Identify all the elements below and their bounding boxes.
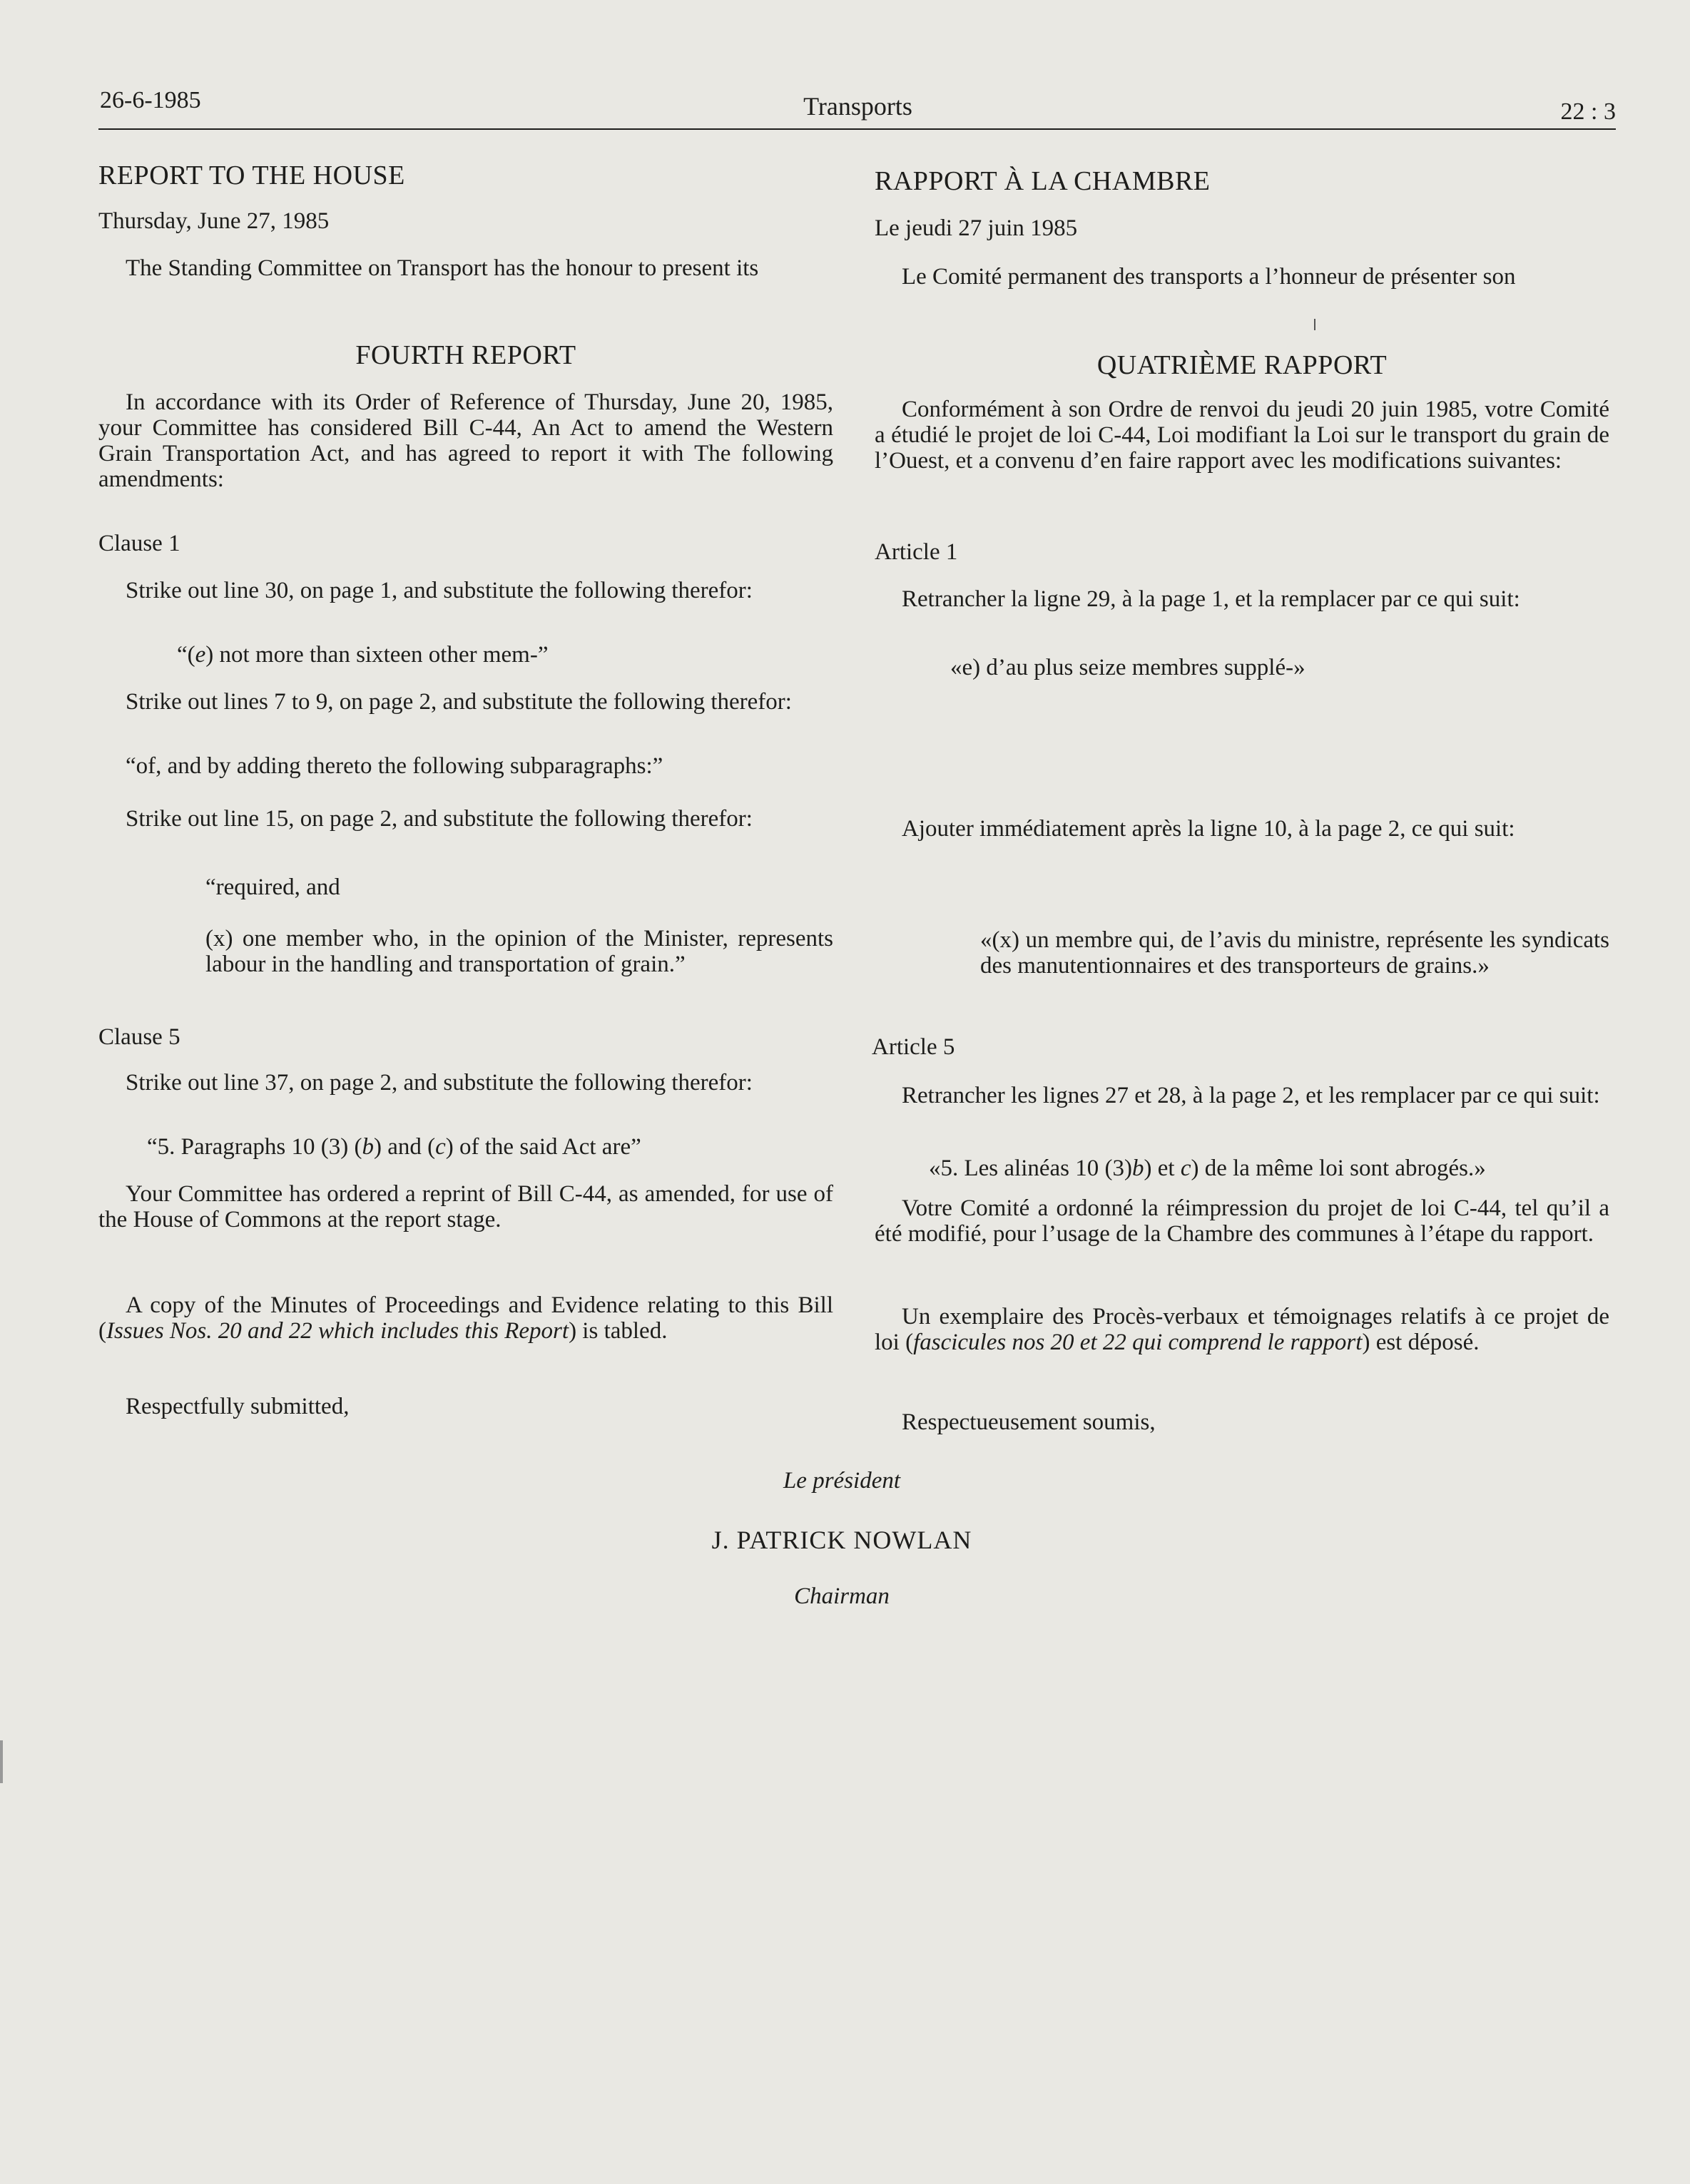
french-article1-instruction-2: Ajouter immédiatement après la ligne 10, à la page 2, ce qui suit: [902,816,1515,842]
english-clause1-quote-3b: (x) one member who, in the opinion of the Minister, represents labour in the handling and transportation of grain.” [205,926,833,977]
french-article5-quote: «5. Les alinéas 10 (3)b) et c) de la même loi sont abrogés.» [929,1155,1486,1181]
english-clause5-quote: “5. Paragraphs 10 (3) (b) and (c) of the said Act are” [147,1134,641,1160]
english-clause5-instruction: Strike out line 37, on page 2, and substitute the following therefor: [126,1070,753,1096]
english-intro: The Standing Committee on Transport has the honour to present its [126,255,759,281]
english-body-paragraph: In accordance with its Order of Reference of Thursday, June 20, 1985, your Committee has considered Bill C-44, An Act to amend the Western Grain Transportation Act, and has agreed to report it with The following amendments: [98,389,833,492]
french-reprint-paragraph: Votre Comité a ordonné la réimpression du projet de loi C-44, tel qu’il a été modifié, pour l’usage de la Chambre des communes à l’étape du rapport. [875,1195,1609,1247]
french-heading: RAPPORT À LA CHAMBRE [875,166,1211,196]
english-copy-paragraph: A copy of the Minutes of Proceedings and Evidence relating to this Bill (Issues Nos. 20 and 22 which includes this Report) is tabled. [98,1292,833,1344]
signature-title-fr: Le président [783,1468,901,1494]
english-clause1-quote-3a: “required, and [205,874,340,900]
english-clause5-heading: Clause 5 [98,1024,180,1050]
english-clause1-instruction-3: Strike out line 15, on page 2, and substitute the following therefor: [126,806,753,832]
english-clause1-quote-2: “of, and by adding thereto the following subparagraphs:” [126,753,663,779]
stray-mark [1314,319,1315,330]
french-article5-heading: Article 5 [872,1034,955,1060]
french-article1-instruction-1: Retrancher la ligne 29, à la page 1, et la remplacer par ce qui suit: [902,586,1520,612]
french-closing: Respectueusement soumis, [902,1409,1156,1435]
french-copy-paragraph: Un exemplaire des Procès-verbaux et témoignages relatifs à ce projet de loi (fascicules nos 20 et 22 qui comprend le rapport) est déposé. [875,1304,1609,1355]
english-clause1-heading: Clause 1 [98,531,180,556]
signature-name: J. PATRICK NOWLAN [711,1526,972,1554]
french-article5-instruction: Retrancher les lignes 27 et 28, à la page 2, et les remplacer par ce qui suit: [902,1083,1600,1108]
signature-title-en: Chairman [794,1583,890,1609]
header-rule [98,128,1616,130]
french-article1-heading: Article 1 [875,539,958,565]
english-closing: Respectfully submitted, [126,1394,350,1419]
french-body-paragraph: Conformément à son Ordre de renvoi du jeudi 20 juin 1985, votre Comité a étudié le projet de loi C-44, Loi modifiant la Loi sur le transport du grain de l’Ouest, et a convenu d’en faire rapport avec les modifications suivantes: [875,397,1609,474]
english-report-title: FOURTH REPORT [355,340,576,370]
english-clause1-instruction-1: Strike out line 30, on page 1, and substitute the following therefor: [126,578,753,603]
header-date: 26-6-1985 [100,87,201,113]
french-article1-quote-2: «(x) un membre qui, de l’avis du ministre, représente les syndicats des manutentionnaires et des transporteurs de grains.» [980,927,1609,979]
french-intro: Le Comité permanent des transports a l’honneur de présenter son [902,264,1516,290]
english-clause1-instruction-2: Strike out lines 7 to 9, on page 2, and substitute the following therefor: [126,689,792,715]
english-clause1-quote-1: “(e) not more than sixteen other mem-” [177,642,549,668]
french-date-line: Le jeudi 27 juin 1985 [875,215,1078,241]
english-heading: REPORT TO THE HOUSE [98,160,405,190]
french-report-title: QUATRIÈME RAPPORT [1096,350,1388,380]
french-article1-quote-1: «e) d’au plus seize membres supplé-» [950,655,1305,680]
binder-mark [0,1740,3,1783]
header-section: Transports [803,92,912,121]
page-header [100,84,1616,128]
english-reprint-paragraph: Your Committee has ordered a reprint of Bill C-44, as amended, for use of the House of Commons at the report stage. [98,1181,833,1233]
header-page-number: 22 : 3 [1560,98,1616,125]
english-date-line: Thursday, June 27, 1985 [98,208,330,234]
